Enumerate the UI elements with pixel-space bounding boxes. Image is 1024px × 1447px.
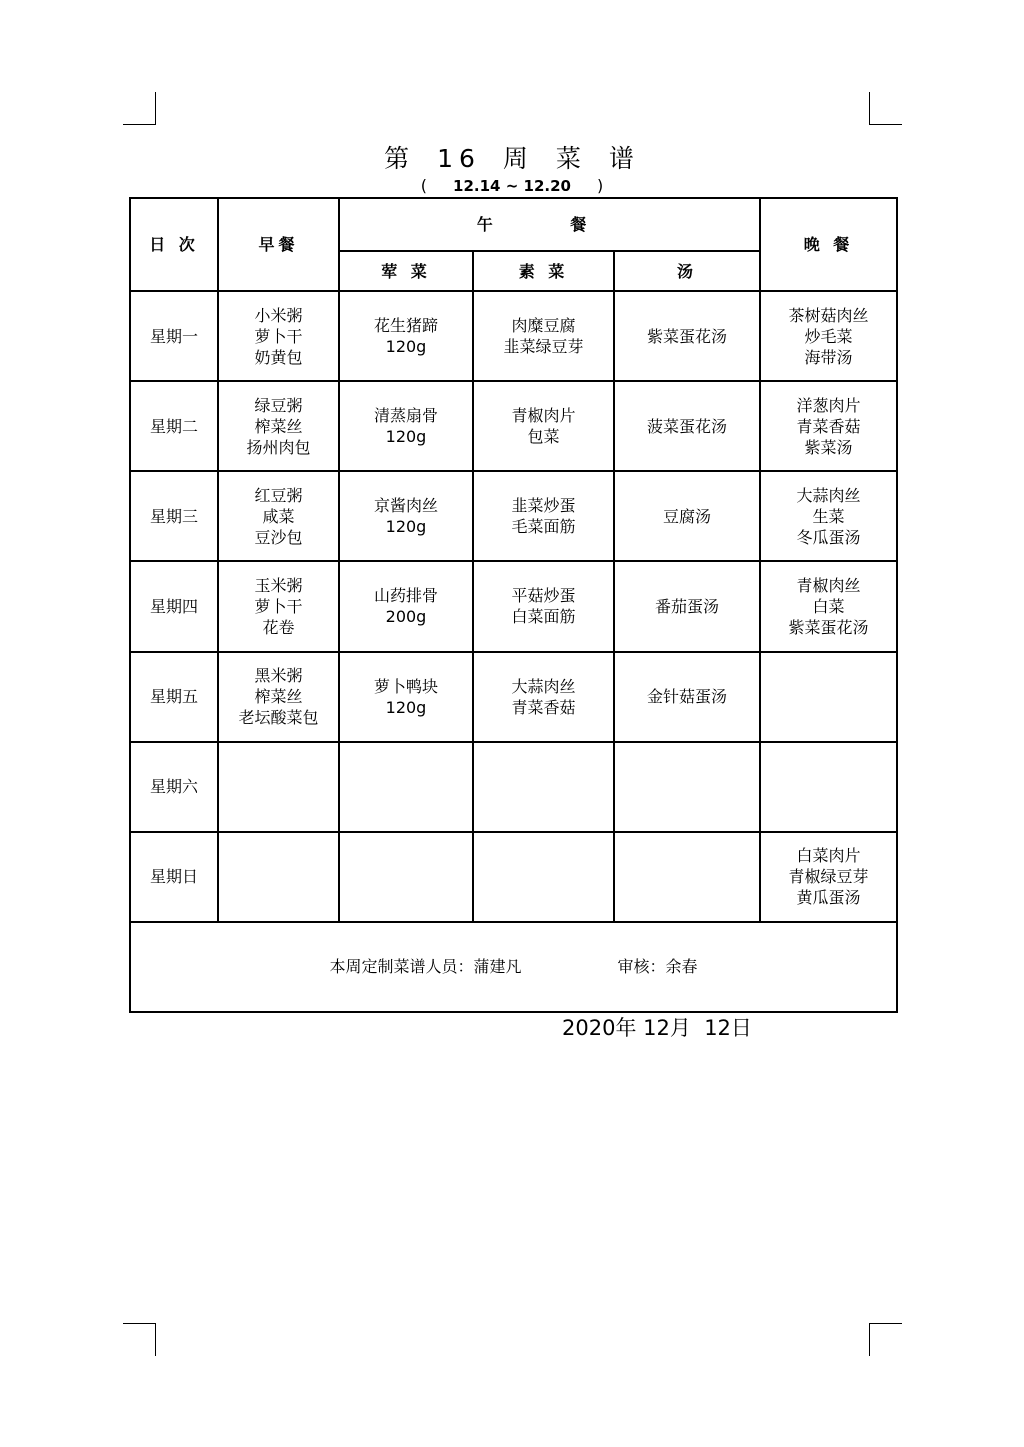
title-suffix-3: 谱 — [608, 144, 640, 173]
date-range — [0, 176, 1024, 196]
dish-line: 青椒肉片 — [511, 406, 576, 426]
dish-line: 咸菜 — [262, 506, 295, 526]
dish-line: 平菇炒蛋 — [511, 586, 576, 606]
page-title — [0, 142, 1024, 176]
veg-cell — [473, 742, 614, 832]
dish-line: 萝卜干 — [254, 326, 303, 346]
dinner-cell — [760, 471, 897, 561]
dish-line: 番茄蛋汤 — [655, 596, 720, 616]
dish-line: 紫菜汤 — [804, 437, 853, 457]
dish-line: 120g — [385, 697, 427, 717]
dish-line: 清蒸扇骨 — [373, 406, 438, 426]
header-day: 日 次 — [130, 198, 218, 291]
veg-cell — [473, 832, 614, 922]
dish-line: 萝卜鸭块 — [373, 676, 438, 696]
dish-line: 京酱肉丝 — [373, 496, 438, 516]
footer-cell — [130, 922, 897, 1012]
dish-line: 茶树菇肉丝 — [788, 305, 869, 325]
header-dinner: 晚 餐 — [760, 198, 897, 291]
soup-cell — [614, 291, 760, 381]
dish-line: 包菜 — [527, 427, 560, 447]
date-range-open-paren: ( — [420, 176, 428, 195]
crop-mark-bottom-right — [869, 1323, 902, 1356]
header-meat: 荤 菜 — [339, 251, 473, 291]
day-cell: 星期日 — [130, 832, 218, 922]
dish-line: 青菜香菇 — [796, 416, 861, 436]
dish-line: 生菜 — [812, 506, 845, 526]
dish-line: 黑米粥 — [254, 666, 303, 686]
dish-line: 青菜香菇 — [511, 697, 576, 717]
dish-line: 扬州肉包 — [246, 437, 311, 457]
day-cell: 星期三 — [130, 471, 218, 561]
soup-cell — [614, 742, 760, 832]
dish-line: 红豆粥 — [254, 485, 303, 505]
dish-line: 青椒肉丝 — [796, 575, 861, 595]
dish-line: 菠菜蛋花汤 — [647, 416, 728, 436]
meat-cell — [339, 742, 473, 832]
header-soup: 汤 — [614, 251, 760, 291]
soup-cell — [614, 381, 760, 471]
veg-cell — [473, 381, 614, 471]
signed-date: 2020年 12月 12日 — [562, 1016, 752, 1040]
meat-cell — [339, 471, 473, 561]
breakfast-cell — [218, 471, 339, 561]
menu-table — [129, 197, 898, 1013]
dish-line: 山药排骨 — [373, 586, 438, 606]
title-week-number: 16 — [437, 144, 481, 173]
dish-line: 白菜 — [812, 596, 845, 616]
dish-line: 榨菜丝 — [254, 687, 303, 707]
table-row — [130, 471, 897, 561]
veg-cell — [473, 561, 614, 651]
dish-line: 炒毛菜 — [804, 326, 853, 346]
day-cell: 星期五 — [130, 652, 218, 742]
breakfast-cell — [218, 832, 339, 922]
breakfast-cell — [218, 291, 339, 381]
day-cell: 星期四 — [130, 561, 218, 651]
dish-line: 白菜面筋 — [511, 607, 576, 627]
dinner-cell — [760, 742, 897, 832]
dinner-cell — [760, 561, 897, 651]
meat-cell — [339, 652, 473, 742]
veg-cell — [473, 471, 614, 561]
crop-mark-bottom-left — [123, 1323, 156, 1356]
dish-line: 豆腐汤 — [663, 506, 712, 526]
dish-line: 紫菜蛋花汤 — [647, 326, 728, 346]
dish-line: 紫菜蛋花汤 — [788, 617, 869, 637]
dinner-cell — [760, 832, 897, 922]
dish-line: 120g — [385, 427, 427, 447]
dish-line: 榨菜丝 — [254, 416, 303, 436]
dish-line: 绿豆粥 — [254, 395, 303, 415]
header-breakfast: 早餐 — [218, 198, 339, 291]
table-row — [130, 652, 897, 742]
dish-line: 冬瓜蛋汤 — [796, 527, 861, 547]
day-cell: 星期一 — [130, 291, 218, 381]
dish-line: 大蒜肉丝 — [511, 676, 576, 696]
title-suffix-2: 菜 — [555, 144, 587, 173]
table-row — [130, 291, 897, 381]
dish-line: 玉米粥 — [254, 575, 303, 595]
day-cell: 星期六 — [130, 742, 218, 832]
dish-line: 大蒜肉丝 — [796, 485, 861, 505]
dish-line: 豆沙包 — [254, 527, 303, 547]
dish-line: 120g — [385, 517, 427, 537]
crop-mark-top-right — [869, 92, 902, 125]
dish-line: 毛菜面筋 — [511, 517, 576, 537]
dish-line: 200g — [385, 607, 427, 627]
soup-cell — [614, 832, 760, 922]
dish-line: 韭菜炒蛋 — [511, 496, 576, 516]
dish-line: 老坛酸菜包 — [238, 708, 319, 728]
dish-line: 花卷 — [262, 617, 295, 637]
dish-line: 青椒绿豆芽 — [788, 867, 869, 887]
crop-mark-top-left — [123, 92, 156, 125]
dish-line: 肉糜豆腐 — [511, 316, 576, 336]
breakfast-cell — [218, 742, 339, 832]
header-veg: 素 菜 — [473, 251, 614, 291]
date-range-close-paren: ) — [596, 176, 604, 195]
dish-line: 韭菜绿豆芽 — [503, 337, 584, 357]
meat-cell — [339, 561, 473, 651]
dish-line: 黄瓜蛋汤 — [796, 888, 861, 908]
dish-line: 120g — [385, 337, 427, 357]
header-lunch: 午 餐 — [339, 198, 760, 251]
table-row — [130, 742, 897, 832]
dinner-cell — [760, 291, 897, 381]
dinner-cell — [760, 652, 897, 742]
meat-cell — [339, 381, 473, 471]
table-row — [130, 561, 897, 651]
veg-cell — [473, 652, 614, 742]
dish-line: 洋葱肉片 — [796, 395, 861, 415]
date-range-text: 12.14 ~ 12.20 — [453, 177, 571, 195]
table-row — [130, 381, 897, 471]
meat-cell — [339, 291, 473, 381]
title-suffix-1: 周 — [502, 144, 534, 173]
dish-line: 白菜肉片 — [796, 846, 861, 866]
dish-line: 海带汤 — [804, 347, 853, 367]
dish-line: 小米粥 — [254, 305, 303, 325]
breakfast-cell — [218, 652, 339, 742]
soup-cell — [614, 652, 760, 742]
dinner-cell — [760, 381, 897, 471]
title-prefix: 第 — [384, 144, 416, 173]
dish-line: 花生猪蹄 — [373, 316, 438, 336]
veg-cell — [473, 291, 614, 381]
dish-line: 萝卜干 — [254, 596, 303, 616]
dish-line: 奶黄包 — [254, 347, 303, 367]
dish-line: 金针菇蛋汤 — [647, 687, 728, 707]
reviewer-text: 审核：余春 — [617, 957, 698, 977]
soup-cell — [614, 561, 760, 651]
breakfast-cell — [218, 381, 339, 471]
table-row — [130, 832, 897, 922]
meat-cell — [339, 832, 473, 922]
day-cell: 星期二 — [130, 381, 218, 471]
breakfast-cell — [218, 561, 339, 651]
soup-cell — [614, 471, 760, 561]
planner-text: 本周定制菜谱人员：蒲建凡 — [329, 957, 522, 977]
